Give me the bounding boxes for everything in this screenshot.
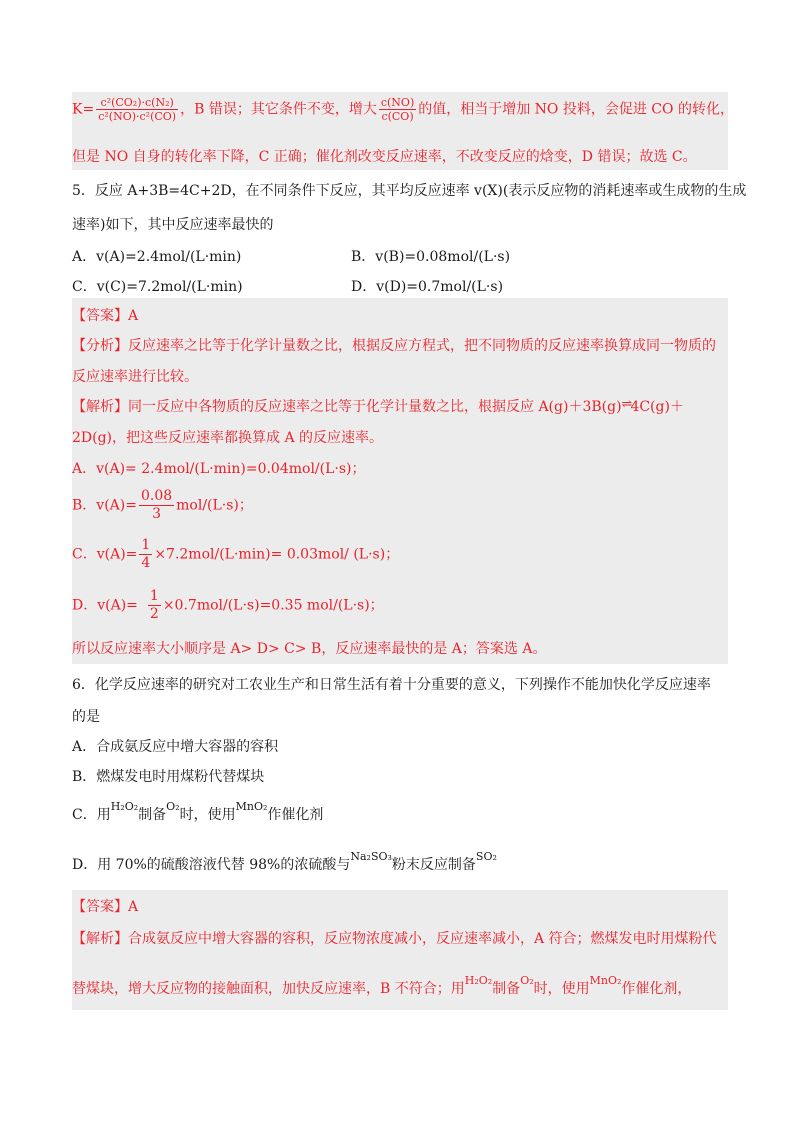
calc-c-fraction — [139, 537, 152, 572]
q5-option-c: C．v(C)=7.2mol/(L·min) — [72, 279, 243, 295]
so2-formula: SO₂ — [475, 850, 497, 863]
q5-option-b: B．v(B)=0.08mol/(L·s) — [351, 249, 511, 265]
mno2-formula: MnO₂ — [235, 800, 268, 813]
calc-b-denominator: 3 — [152, 506, 162, 522]
q6-sol-text-1: 制备 — [492, 981, 521, 997]
prev-solution-line2: 但是 NO 自身的转化率下降，C 正确；催化剂改变反应速率，不改变反应的焓变，D 错误；故选 C。 — [72, 149, 697, 165]
q6-d-text: 粉末反应制备 — [391, 857, 476, 873]
q5-stem-line1: 5．反应 A+3B=4C+2D，在不同条件下反应，其平均反应速率 v(X)(表示反应物的消耗速率或生成物的生成 — [72, 183, 747, 199]
q5-answer: 【答案】A — [72, 308, 139, 324]
q5-calc-c — [72, 537, 399, 572]
k-denominator: c²(NO)·c²(CO) — [98, 110, 177, 123]
calc-b-numerator: 0.08 — [140, 488, 173, 504]
q5-solution-line1 — [72, 396, 684, 416]
q6-stem-line2: 的是 — [72, 709, 100, 725]
ratio-numerator: c(NO) — [380, 96, 415, 109]
question-5 — [72, 174, 747, 298]
calc-d-numerator: 1 — [149, 588, 159, 604]
calc-d-suffix: ×0.7mol/(L·s)=0.35 mol/(L·s)； — [162, 597, 384, 614]
calc-d-denominator: 2 — [149, 606, 159, 622]
calc-b-suffix: mol/(L·s)； — [176, 497, 253, 514]
q5-solution-block — [72, 298, 728, 664]
prev-solution-fragment — [72, 92, 734, 170]
q5-conclusion: 所以反应速率大小顺序是 A> D> C> B，反应速率最快的是 A；答案选 A。 — [72, 641, 547, 657]
q6-c-text-2: 时，使用 — [179, 807, 236, 823]
k-numerator: c²(CO₂)·c(N₂) — [96, 96, 178, 110]
calc-c-suffix: ×7.2mol/(L·min)= 0.03mol/ (L·s)； — [154, 546, 400, 563]
q6-solution-block — [72, 890, 728, 1010]
q5-solution-tail: 4C(g)＋ — [630, 399, 684, 415]
question-6 — [72, 664, 728, 890]
q6-sol-prefix: 替煤块，增大反应物的接触面积，加快反应速率，B 不符合；用 — [72, 981, 465, 997]
calc-c-denominator: 4 — [141, 555, 151, 571]
q6-c-text-1: 制备 — [138, 807, 167, 823]
sol-o2-formula: O₂ — [520, 974, 534, 987]
q6-option-d — [72, 850, 497, 874]
sol-h2o2-formula: H₂O₂ — [464, 974, 493, 987]
prev-text-2: 的值，相当于增加 NO 投料，会促进 CO 的转化， — [418, 101, 734, 118]
q5-analysis-line2: 反应速率进行比较。 — [72, 369, 198, 385]
q6-d-prefix: D．用 70%的硫酸溶液代替 98%的浓硫酸与 — [72, 857, 351, 873]
q6-c-prefix: C．用 — [72, 807, 111, 823]
calc-d-fraction — [148, 588, 161, 623]
q5-solution-line2: 2D(g)，把这些反应速率都换算成 A 的反应速率。 — [72, 430, 384, 446]
q6-answer: 【答案】A — [72, 899, 139, 915]
q6-stem-line1: 6．化学反应速率的研究对工农业生产和日常生活有着十分重要的意义，下列操作不能加快化学反应速率 — [72, 677, 711, 693]
q6-option-b: B．燃煤发电时用煤粉代替煤块 — [72, 769, 265, 785]
prev-solution-line1 — [72, 96, 734, 123]
q6-sol-suffix: 作催化剂， — [621, 981, 692, 997]
q6-solution-line2 — [72, 974, 692, 998]
q5-calc-d — [72, 588, 384, 623]
q5-solution-text: 【解析】同一反应中各物质的反应速率之比等于化学计量数之比，根据反应 A(g)＋3B(g) — [72, 399, 622, 415]
calc-d-prefix: D．v(A)= — [72, 597, 138, 614]
calc-b-fraction — [139, 488, 174, 523]
q6-sol-text-2: 时，使用 — [533, 981, 590, 997]
q6-c-suffix: 作催化剂 — [267, 807, 324, 823]
calc-c-prefix: C．v(A)= — [72, 546, 138, 563]
ratio-fraction — [379, 96, 416, 123]
q5-calc-a: A．v(A)= 2.4mol/(L·min)=0.04mol/(L·s)； — [72, 461, 366, 477]
q5-stem-line2: 速率)如下，其中反应速率最快的 — [72, 217, 274, 233]
calc-c-numerator: 1 — [141, 537, 151, 553]
k-label: K= — [72, 101, 95, 118]
q6-option-a: A．合成氨反应中增大容器的容积 — [72, 739, 279, 755]
q5-option-d: D．v(D)=0.7mol/(L·s) — [351, 279, 504, 295]
calc-b-prefix: B．v(A)= — [72, 497, 137, 514]
q5-option-a: A．v(A)=2.4mol/(L·min) — [72, 249, 242, 265]
k-expression-fraction — [96, 96, 178, 123]
o2-formula: O₂ — [166, 800, 180, 813]
q6-solution-line1: 【解析】合成氨反应中增大容器的容积，反应物浓度减小，反应速率减小，A 符合；燃煤发电时用煤粉代 — [72, 931, 717, 947]
equilibrium-arrow-icon: ⇌ — [621, 397, 631, 412]
sol-mno2-formula: MnO₂ — [589, 974, 622, 987]
ratio-denominator: c(CO) — [381, 110, 414, 123]
h2o2-formula: H₂O₂ — [110, 800, 139, 813]
q5-analysis-line1: 【分析】反应速率之比等于化学计量数之比，根据反应方程式，把不同物质的反应速率换算成同一物质的 — [72, 338, 716, 354]
q5-calc-b — [72, 488, 253, 523]
q6-option-c — [72, 800, 324, 824]
prev-text-1: ，B 错误；其它条件不变，增大 — [180, 101, 377, 118]
na2so3-formula: Na₂SO₃ — [350, 850, 392, 863]
